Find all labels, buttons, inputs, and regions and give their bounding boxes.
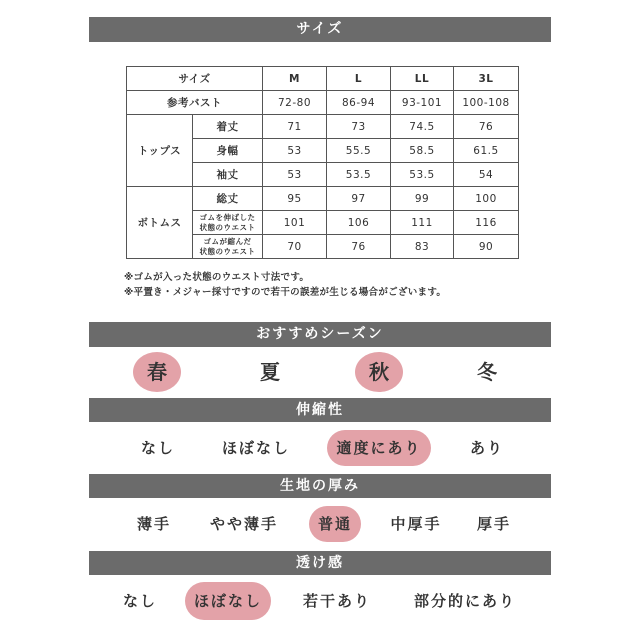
note-line: ※平置き・メジャー採寸ですので若干の誤差が生じる場合がございます。 bbox=[124, 287, 447, 298]
size-notes bbox=[124, 270, 446, 300]
table-cell: 70 bbox=[263, 235, 327, 259]
thickness-option-medium-thick: 中厚手 bbox=[390, 515, 442, 533]
bust-value: 72-80 bbox=[263, 91, 327, 115]
bust-value: 100-108 bbox=[454, 91, 519, 115]
size-header-row bbox=[127, 67, 519, 91]
table-cell: 71 bbox=[263, 115, 327, 139]
season-option-summer: 夏 bbox=[260, 360, 280, 384]
size-table bbox=[126, 66, 519, 259]
stretch-option-almost-none: ほぼなし bbox=[221, 439, 290, 457]
bottoms-row-label: 総丈 bbox=[193, 187, 263, 211]
table-cell: 116 bbox=[454, 211, 519, 235]
bottoms-row-label bbox=[193, 235, 263, 259]
tops-row-label: 袖丈 bbox=[193, 163, 263, 187]
table-cell: 111 bbox=[391, 211, 454, 235]
bust-label: 参考バスト bbox=[127, 91, 263, 115]
stretch-option-yes: あり bbox=[469, 439, 504, 457]
table-cell: 61.5 bbox=[454, 139, 519, 163]
size-header-3l: 3L bbox=[454, 67, 519, 91]
table-cell: 55.5 bbox=[327, 139, 391, 163]
table-cell: 53.5 bbox=[327, 163, 391, 187]
table-cell: 76 bbox=[327, 235, 391, 259]
thickness-option-slightly-thin: やや薄手 bbox=[209, 515, 278, 533]
table-cell: 53.5 bbox=[391, 163, 454, 187]
note-line: ※ゴムが入った状態のウエスト寸法です。 bbox=[124, 272, 310, 283]
sheer-option-partial: 部分的にあり bbox=[413, 592, 516, 610]
table-cell: 97 bbox=[327, 187, 391, 211]
table-cell: 100 bbox=[454, 187, 519, 211]
size-header-m: M bbox=[263, 67, 327, 91]
stretch-options bbox=[89, 430, 551, 468]
season-option-winter: 冬 bbox=[477, 360, 497, 384]
label-line: ゴムが縮んだ bbox=[203, 236, 252, 246]
tops-row-label: 着丈 bbox=[193, 115, 263, 139]
label-line: 状態のウエスト bbox=[199, 246, 256, 256]
stretch-option-none: なし bbox=[140, 439, 175, 457]
table-cell: 74.5 bbox=[391, 115, 454, 139]
table-cell: 90 bbox=[454, 235, 519, 259]
bust-value: 86-94 bbox=[327, 91, 391, 115]
table-cell: 95 bbox=[263, 187, 327, 211]
table-cell: 76 bbox=[454, 115, 519, 139]
sheer-option-almost-none: ほぼなし bbox=[185, 582, 271, 620]
table-cell: 58.5 bbox=[391, 139, 454, 163]
season-option-autumn: 秋 bbox=[355, 352, 403, 392]
bottoms-group-label: ボトムス bbox=[127, 187, 193, 259]
size-header-ll: LL bbox=[391, 67, 454, 91]
season-options bbox=[89, 352, 551, 394]
stretch-section-title: 伸縮性 bbox=[89, 398, 551, 422]
tops-group-label: トップス bbox=[127, 115, 193, 187]
bottoms-row-label bbox=[193, 211, 263, 235]
size-header-l: L bbox=[327, 67, 391, 91]
stretch-option-moderate: 適度にあり bbox=[327, 430, 431, 466]
table-cell: 53 bbox=[263, 139, 327, 163]
thickness-option-thick: 厚手 bbox=[476, 515, 511, 533]
season-option-spring: 春 bbox=[133, 352, 181, 392]
table-cell: 73 bbox=[327, 115, 391, 139]
bottoms-row bbox=[127, 187, 519, 211]
tops-row bbox=[127, 115, 519, 139]
table-cell: 106 bbox=[327, 211, 391, 235]
thickness-option-normal: 普通 bbox=[309, 506, 361, 542]
thickness-option-thin: 薄手 bbox=[136, 515, 171, 533]
table-cell: 54 bbox=[454, 163, 519, 187]
label-line: ゴムを伸ばした bbox=[199, 212, 256, 222]
season-section-title: おすすめシーズン bbox=[89, 322, 551, 347]
size-header-label: サイズ bbox=[127, 67, 263, 91]
sheer-options bbox=[89, 582, 551, 622]
thickness-section-title: 生地の厚み bbox=[89, 474, 551, 498]
tops-row-label: 身幅 bbox=[193, 139, 263, 163]
bust-row bbox=[127, 91, 519, 115]
table-cell: 53 bbox=[263, 163, 327, 187]
size-section-title: サイズ bbox=[89, 17, 551, 42]
thickness-options bbox=[89, 506, 551, 544]
bust-value: 93-101 bbox=[391, 91, 454, 115]
sheer-option-slight: 若干あり bbox=[302, 592, 371, 610]
label-line: 状態のウエスト bbox=[199, 222, 256, 232]
sheer-option-none: なし bbox=[122, 592, 157, 610]
table-cell: 101 bbox=[263, 211, 327, 235]
table-cell: 83 bbox=[391, 235, 454, 259]
table-cell: 99 bbox=[391, 187, 454, 211]
sheer-section-title: 透け感 bbox=[89, 551, 551, 575]
